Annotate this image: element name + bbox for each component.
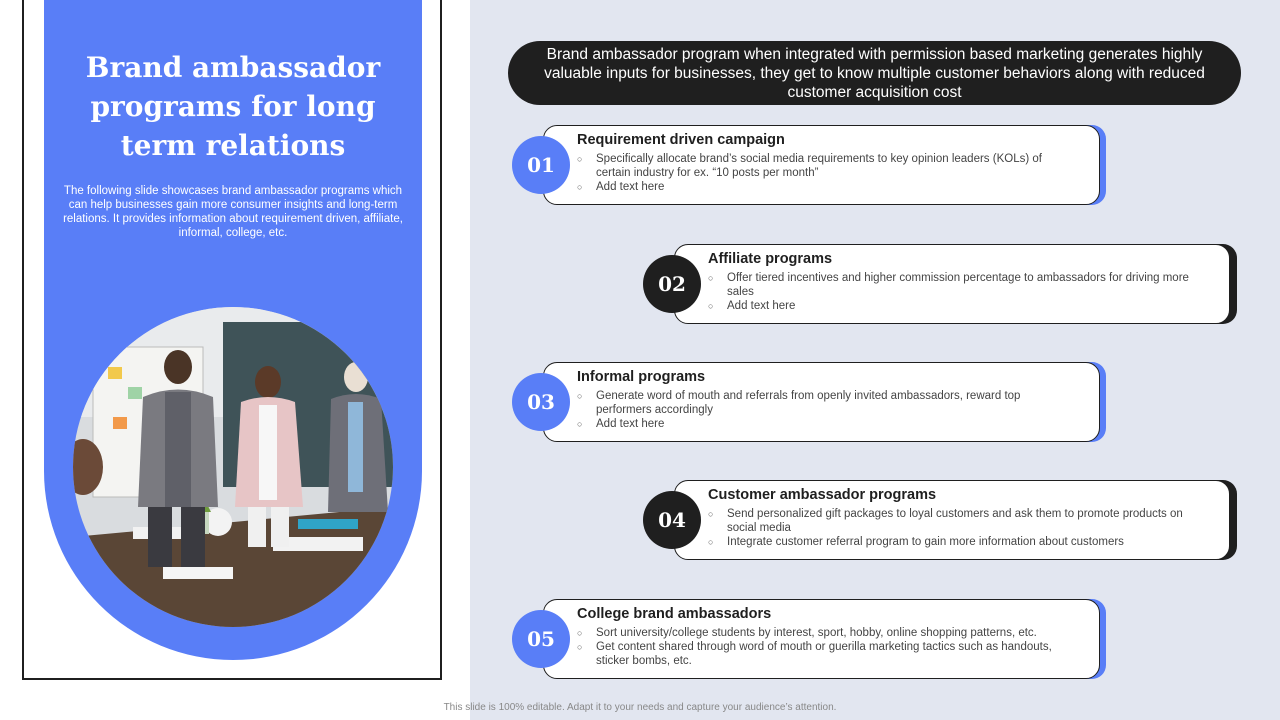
number-badge-03: 03: [512, 373, 570, 431]
program-bullets: [708, 507, 1202, 549]
program-bullet: ○ Add text here: [708, 299, 1202, 313]
number-badge-05: 05: [512, 610, 570, 668]
program-bullet: ○ Generate word of mouth and referrals from openly invited ambassadors, reward top performers accordingly: [577, 389, 1072, 417]
program-card-informal: [543, 362, 1100, 442]
program-bullet: ○ Add text here: [577, 417, 1072, 431]
slide-title: Brand ambassador programs for long term relations: [85, 51, 381, 162]
program-card-affiliate: [674, 244, 1230, 324]
team-meeting-photo: [73, 307, 393, 627]
program-title: Customer ambassador programs: [708, 487, 937, 503]
number-badge-01: 01: [512, 136, 570, 194]
program-bullet: ○ Specifically allocate brand’s social media requirements to key opinion leaders (KOLs) of certain industry for ex. “10 posts per month”: [577, 152, 1072, 180]
program-title: Affiliate programs: [708, 251, 833, 267]
program-bullet: ○ Sort university/college students by interest, sport, hobby, online shopping patterns, etc.: [577, 626, 1072, 640]
summary-banner: Brand ambassador program when integrated with permission based marketing generates highly valuable inputs for businesses, they get to know multiple customer behaviors along with reduced customer acquisition cost: [508, 41, 1241, 105]
program-bullet: ○ Get content shared through word of mouth or guerilla marketing tactics such as handouts, sticker bombs, etc.: [577, 640, 1072, 668]
program-bullets: [577, 626, 1072, 668]
program-bullets: [577, 389, 1072, 431]
program-bullet: ○ Add text here: [577, 180, 1072, 194]
program-bullet: ○ Send personalized gift packages to loyal customers and ask them to promote products on social media: [708, 507, 1202, 535]
footer-note: This slide is 100% editable. Adapt it to your needs and capture your audience’s attention.: [443, 702, 837, 713]
program-title: Requirement driven campaign: [577, 132, 785, 148]
program-title: College brand ambassadors: [577, 606, 772, 622]
program-bullet: ○ Integrate customer referral program to gain more information about customers: [708, 535, 1202, 549]
program-bullets: [708, 271, 1202, 313]
program-title: Informal programs: [577, 369, 706, 385]
program-card-college-ambassadors: [543, 599, 1100, 679]
number-badge-02: 02: [643, 255, 701, 313]
program-card-customer-ambassador: [674, 480, 1230, 560]
program-card-requirement-driven: [543, 125, 1100, 205]
slide-description: The following slide showcases brand ambassador programs which can help businesses gain more consumer insights and long-term relations. It provides information about requirement driven, affiliate, informal, college, etc.: [63, 185, 403, 239]
program-bullets: [577, 152, 1072, 194]
number-badge-04: 04: [643, 491, 701, 549]
program-bullet: ○ Offer tiered incentives and higher commission percentage to ambassadors for driving more sales: [708, 271, 1202, 299]
